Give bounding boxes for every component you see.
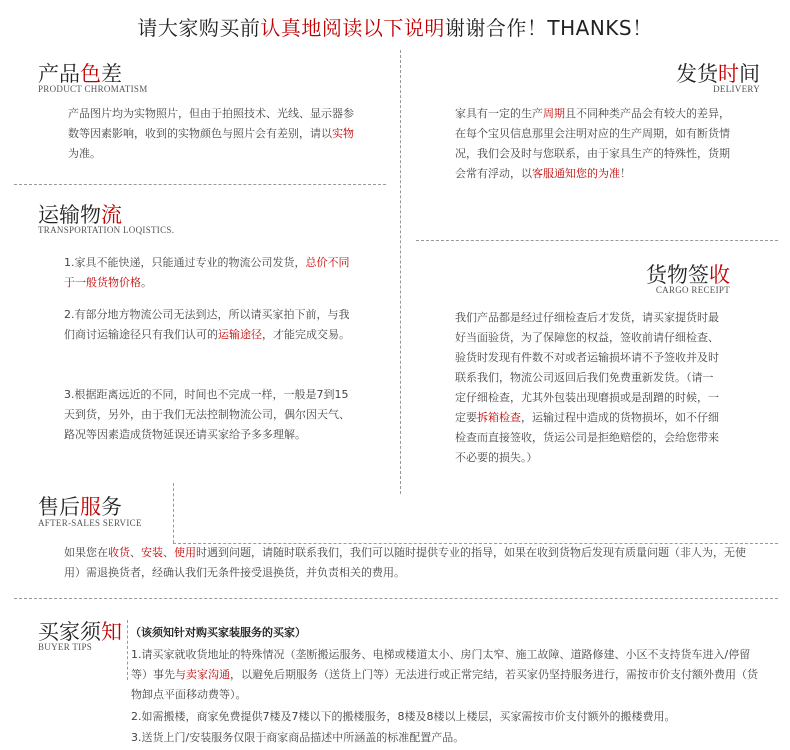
delivery-title: 发货时间 xyxy=(676,62,760,86)
buyer-note: （该须知针对购买家装服务的买家） xyxy=(130,626,306,639)
buyer-divider-v xyxy=(127,620,128,680)
aftersales-text: 如果您在收货、安装、使用时遇到问题，请随时联系我们，我们可以随时提供专业的指导，如果在收到货物后发现有质量问题（非人为，无使用）需退换货者，经确认我们无条件接受退换货，并负责相关的费用。 xyxy=(64,546,746,579)
divider-buyer xyxy=(14,598,778,599)
transport-item-2: 2.有部分地方物流公司无法到达，所以请买家拍下前，与我们商讨运输途径只有我们认可的运输途径，才能完成交易。 xyxy=(64,308,350,341)
receipt-title: 货物签收 xyxy=(646,263,730,287)
header-highlight: 认真地阅读以下说明 xyxy=(260,16,445,40)
divider-right-1 xyxy=(416,240,778,241)
aftersales-divider-v xyxy=(173,483,174,543)
delivery-text: 家具有一定的生产周期且不同种类产品会有较大的差异，在每个宝贝信息那里会注明对应的生产周期，如有断货情况，我们会及时与您联系，由于家具生产的特殊性，货期会常有浮动，以客服通知您的为准！ xyxy=(455,107,730,180)
transport-title: 运输物流 xyxy=(38,203,122,227)
aftersales-subtitle: AFTER-SALES SERVICE xyxy=(38,518,142,528)
receipt-text: 我们产品都是经过仔细检查后才发货，请买家提货时最好当面验货，为了保障您的权益，签收前请仔细检查、验货时发现有件数不对或者运输损坏请不予签收并及时联系我们，物流公司返回后我们免费重新发货。（请一定仔细检查，尤其外包装出现磨损或是刮蹭的时候，一定要拆箱检查，运输过程中造成的货物损坏，如不仔细检查而直接签收，货运公司是拒绝赔偿的，会给您带来不必要的损失。） xyxy=(455,311,719,464)
buyer-item-1: 1.请买家就收货地址的特殊情况（垄断搬运服务、电梯或楼道太小、房门太窄、施工故障、道路修建、小区不支持货车进入/停留等）事先与卖家沟通，以避免后期服务（送货上门等）无法进行或正常完结，若买家仍坚持服务进行，需按市价支付额外费用（货物卸点平面移动费等）。 xyxy=(131,648,758,701)
buyer-title: 买家须知 xyxy=(38,620,122,644)
buyer-item-2: 2.如需搬楼，商家免费提供7楼及7楼以下的搬楼服务，8楼及8楼以上楼层，买家需按市价支付额外的搬楼费用。 xyxy=(131,710,676,723)
page-header xyxy=(0,12,790,41)
aftersales-title: 售后服务 xyxy=(38,495,122,519)
chromatism-text: 产品图片均为实物照片，但由于拍照技术、光线、显示器参数等因素影响，收到的实物颜色与照片会有差别，请以实物为准。 xyxy=(68,107,354,160)
buyer-subtitle: BUYER TIPS xyxy=(38,642,93,652)
transport-item-1: 1.家具不能快递，只能通过专业的物流公司发货，总价不同于一般货物价格。 xyxy=(64,256,350,289)
header-part3: 谢谢合作！THANKS！ xyxy=(444,16,653,40)
transport-subtitle: TRANSPORTATION LOQISTICS. xyxy=(38,225,175,235)
divider-left-1 xyxy=(14,184,386,185)
center-divider xyxy=(400,50,401,494)
header-part1: 请大家购买前 xyxy=(137,16,261,40)
chromatism-subtitle: PRODUCT CHROMATISM xyxy=(38,84,148,94)
delivery-subtitle: DELIVERY xyxy=(713,84,760,94)
buyer-item-3: 3.送货上门/安装服务仅限于商家商品描述中所涵盖的标准配置产品。 xyxy=(131,731,465,744)
receipt-subtitle: CARGO RECEIPT xyxy=(655,285,730,295)
chromatism-title: 产品色差 xyxy=(38,62,122,86)
transport-item-3: 3.根据距离远近的不同，时间也不完成一样，一般是7到15天到货，另外，由于我们无法控制物流公司，偶尔因天气、路况等因素造成货物延误还请买家给予多多理解。 xyxy=(64,388,350,441)
